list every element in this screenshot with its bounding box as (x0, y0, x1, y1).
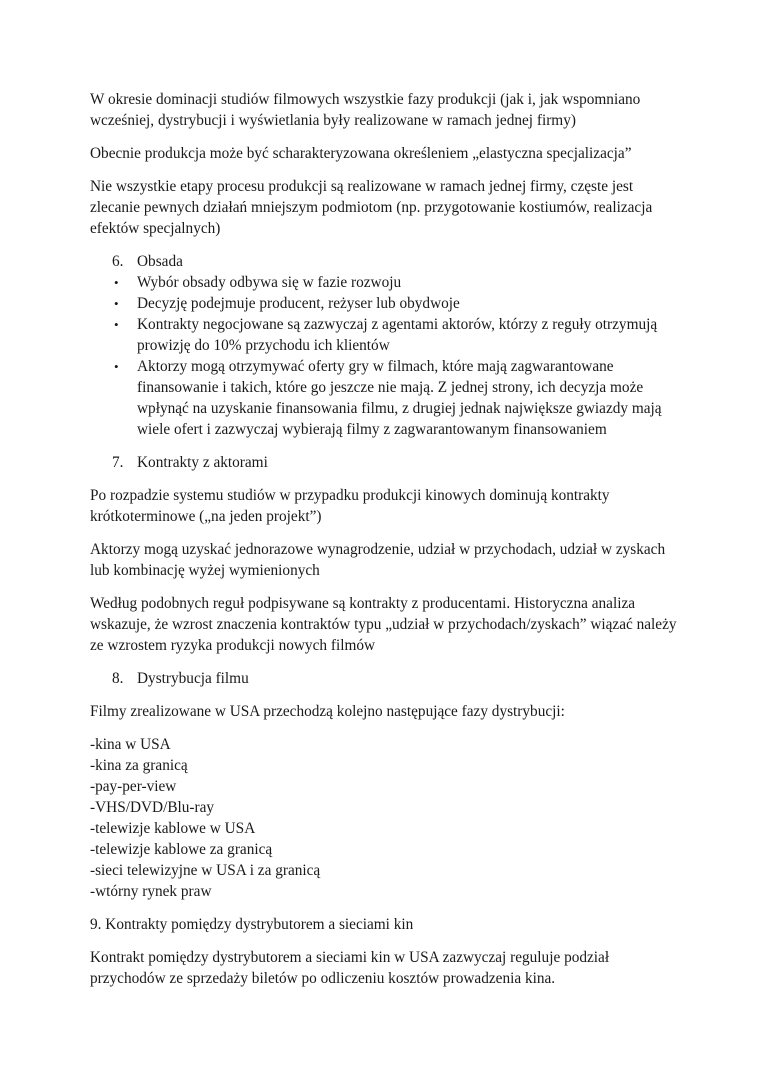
list-item (90, 314, 680, 356)
document-page (90, 89, 680, 1001)
distribution-phase-list (90, 734, 680, 902)
paragraph-actor-compensation: Aktorzy mogą uzyskać jednorazowe wynagrodzenie, udział w przychodach, udział w zyskach lub kombinację wyżej wymienionych (90, 541, 666, 579)
list-item-text: Decyzję podejmuje producent, reżyser lub obydwoje (137, 295, 460, 312)
section-number: 6. (112, 253, 124, 270)
list-item: -wtórny rynek praw (90, 883, 212, 900)
paragraph-revenue-split: Kontrakt pomiędzy dystrybutorem a sieciami kin w USA zazwyczaj reguluje podział przychodów ze sprzedaży biletów po odliczeniu kosztów prowadzenia kina. (90, 949, 610, 987)
section-title: Kontrakty z aktorami (137, 454, 268, 471)
list-item: -kina za granicą (90, 757, 188, 774)
bullet-icon: • (114, 275, 119, 290)
bullet-icon: • (114, 359, 119, 374)
casting-bullet-list (90, 272, 680, 440)
section-heading-distribution (90, 668, 680, 689)
paragraph-distribution-intro: Filmy zrealizowane w USA przechodzą kolejno następujące fazy dystrybucji: (90, 703, 565, 720)
list-item: -telewizje kablowe za granicą (90, 841, 273, 858)
list-item (90, 356, 680, 440)
paragraph-flexible-specialization: Obecnie produkcja może być scharakteryzowana określeniem „elastyczna specjalizacja” (90, 145, 632, 162)
list-item: -VHS/DVD/Blu-ray (90, 799, 215, 816)
section-heading-casting (90, 251, 680, 272)
paragraph-studio-dominance: W okresie dominacji studiów filmowych wszystkie fazy produkcji (jak i, jak wspomniano wcześniej, dystrybucji i wyświetlania były realizowane w ramach jednej firmy) (90, 91, 641, 129)
list-item-text: Aktorzy mogą otrzymywać oferty gry w filmach, które mają zagwarantowane finansowanie i takich, które go jeszcze nie mają. Z jednej strony, ich decyzja może wpłynąć na uzyskanie finansowania filmu, z drugiej jednak największe gwiazdy mają wiele ofert i zazwyczaj wybierają filmy z zagwarantowanym finansowaniem (137, 358, 662, 438)
section-heading-distributor-contracts: 9. Kontrakty pomiędzy dystrybutorem a sieciami kin (90, 916, 414, 933)
list-item: -kina w USA (90, 736, 171, 753)
paragraph-short-term-contracts: Po rozpadzie systemu studiów w przypadku produkcji kinowych dominują kontrakty krótkoterminowe („na jeden projekt”) (90, 487, 610, 525)
paragraph-outsourcing: Nie wszystkie etapy procesu produkcji są realizowane w ramach jednej firmy, częste jest zlecanie pewnych działań mniejszym podmiotom (np. przygotowanie kostiumów, realizacja efektów specjalnych) (90, 178, 653, 237)
list-item: -sieci telewizyjne w USA i za granicą (90, 862, 321, 879)
list-item (90, 293, 680, 314)
bullet-icon: • (114, 296, 119, 311)
section-number: 8. (112, 670, 124, 687)
section-title: Obsada (137, 253, 183, 270)
list-item: -pay-per-view (90, 778, 177, 795)
list-item: -telewizje kablowe w USA (90, 820, 256, 837)
list-item-text: Kontrakty negocjowane są zazwyczaj z agentami aktorów, którzy z reguły otrzymują prowizję do 10% przychodu ich klientów (137, 316, 658, 354)
section-title: Dystrybucja filmu (137, 670, 249, 687)
section-number: 7. (112, 454, 124, 471)
list-item-text: Wybór obsady odbywa się w fazie rozwoju (137, 274, 402, 291)
bullet-icon: • (114, 317, 119, 332)
list-item (90, 272, 680, 293)
paragraph-producer-contracts: Według podobnych reguł podpisywane są kontrakty z producentami. Historyczna analiza wskazuje, że wzrost znaczenia kontraktów typu „udział w przychodach/zyskach” wiązać należy ze wzrostem ryzyka produkcji nowych filmów (90, 595, 677, 654)
section-heading-actor-contracts (90, 452, 680, 473)
